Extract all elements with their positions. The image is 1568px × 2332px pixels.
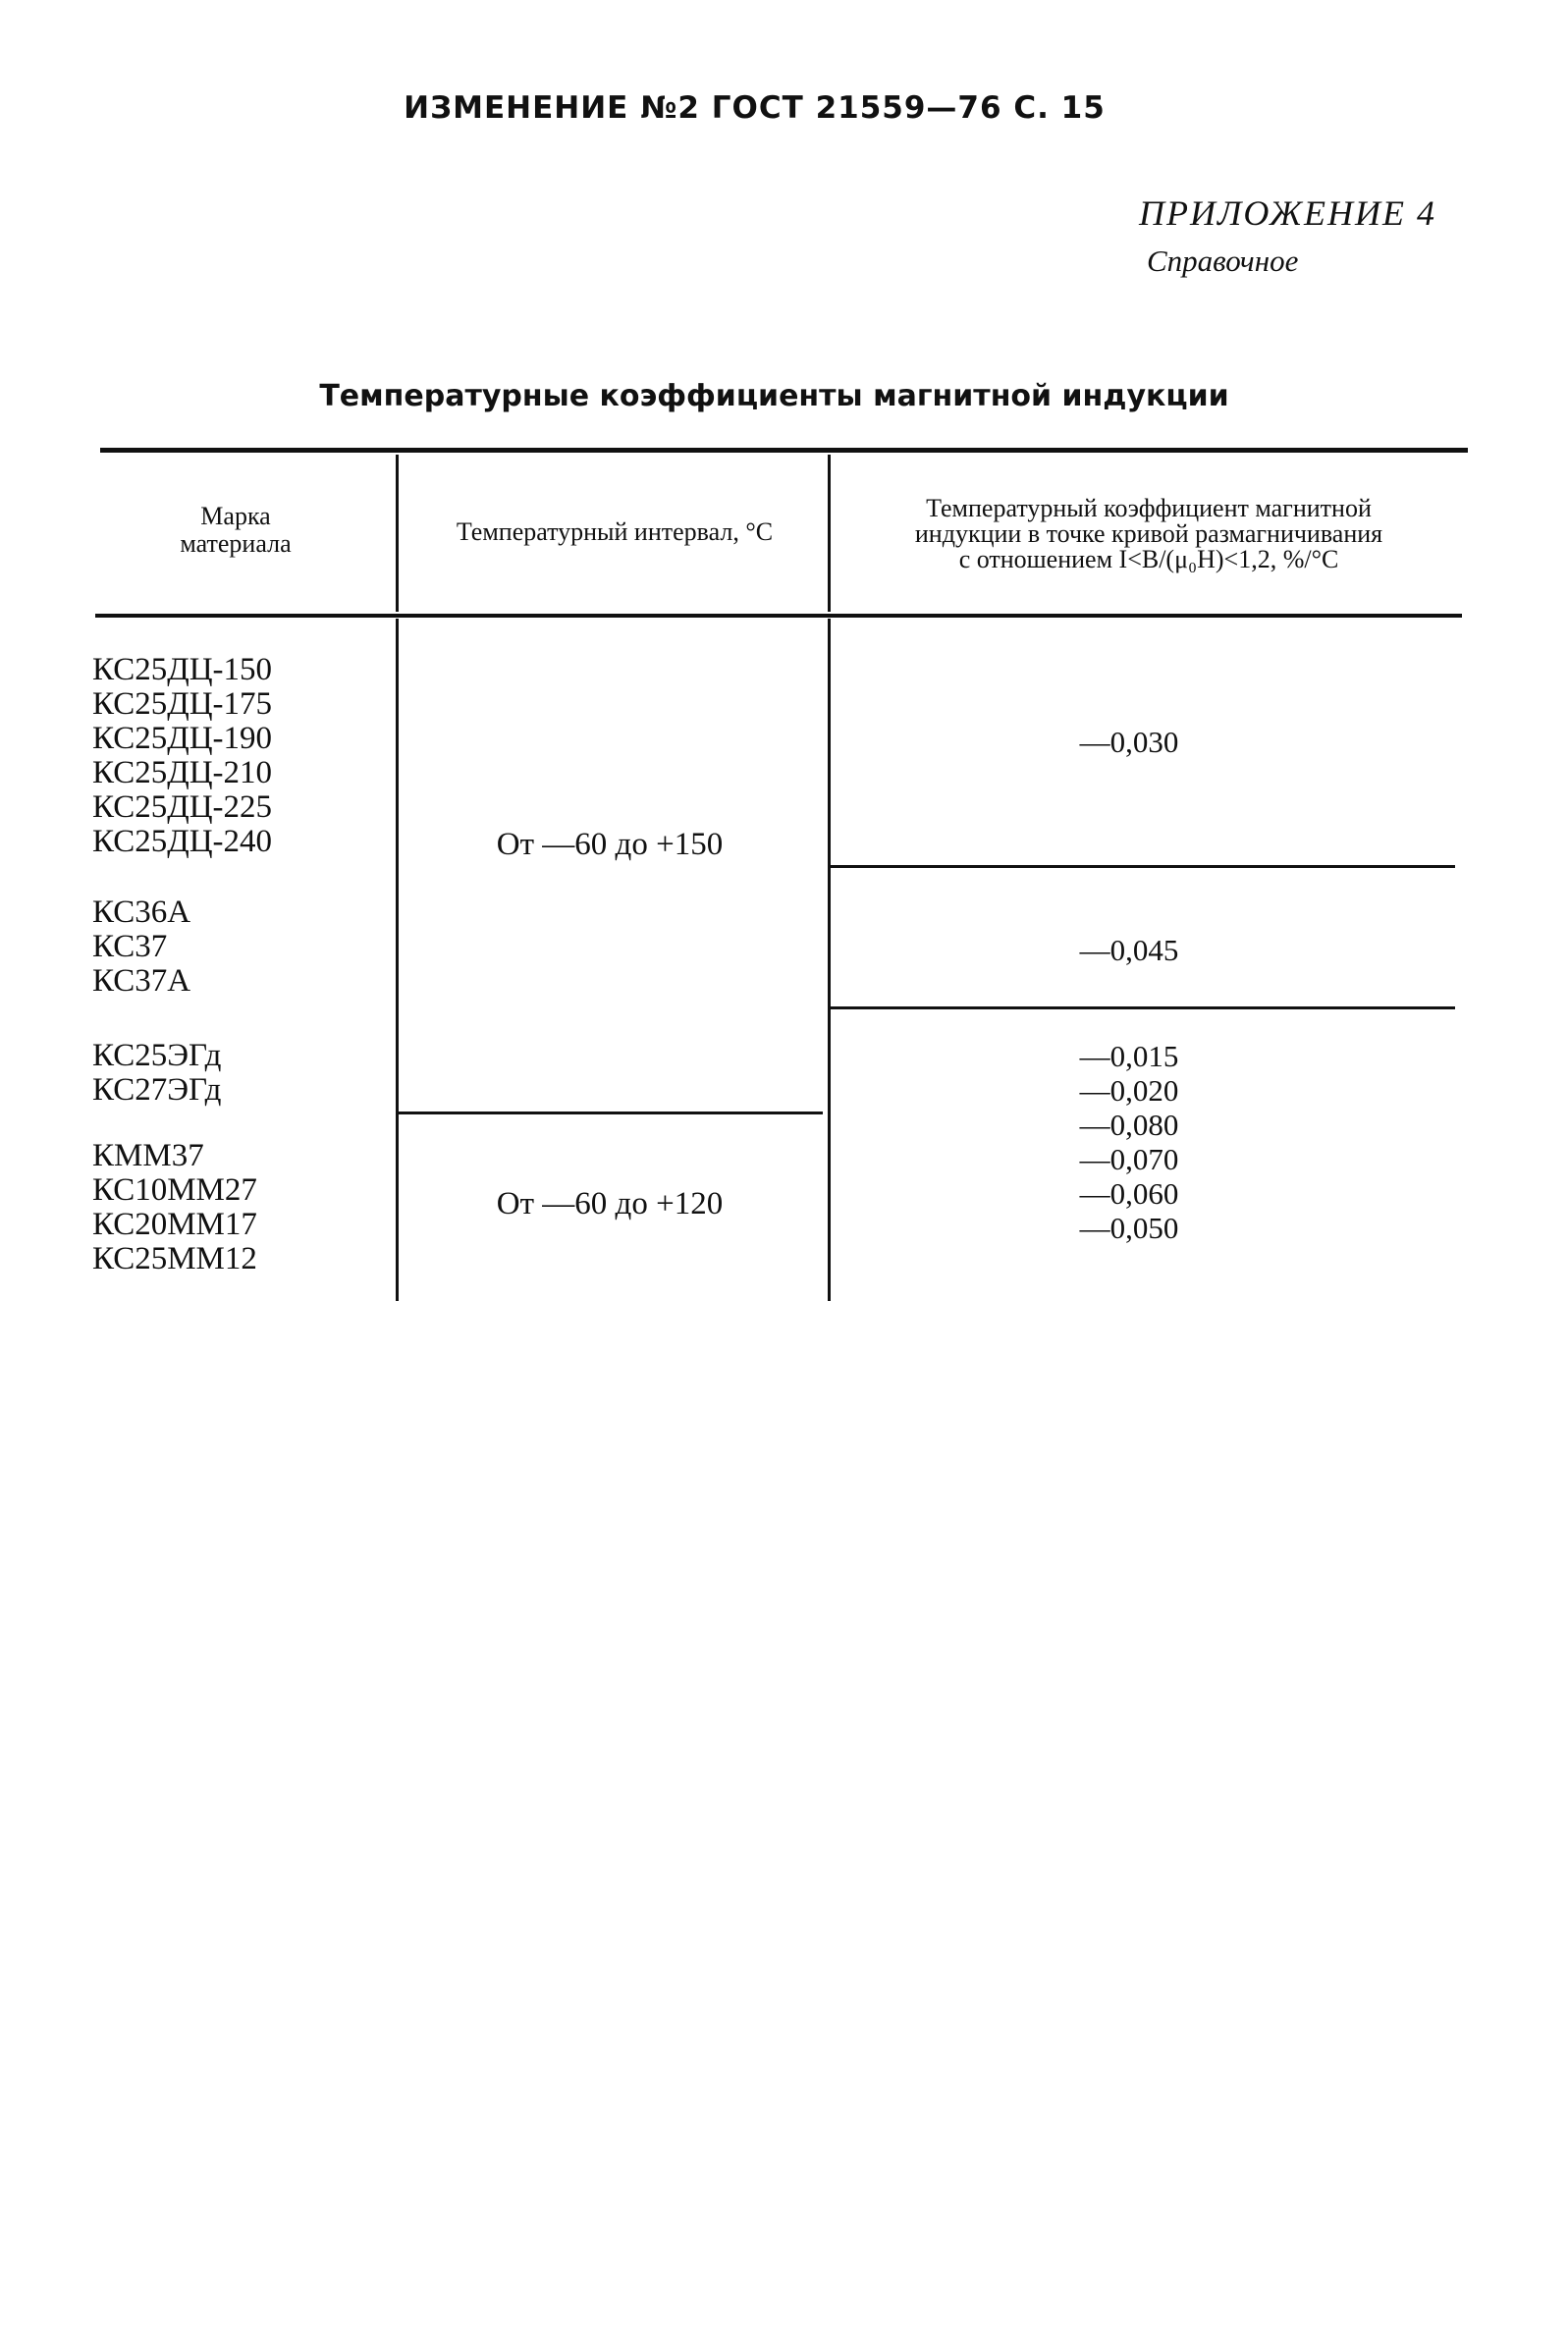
coefficient-group-3 bbox=[923, 1039, 1335, 1245]
col-divider-2-body bbox=[828, 619, 831, 1301]
appendix-sublabel: Справочное bbox=[1147, 244, 1299, 278]
material-group-2 bbox=[92, 895, 190, 999]
page-header: ИЗМЕНЕНИЕ №2 ГОСТ 21559—76 С. 15 bbox=[404, 90, 1106, 126]
material-item: КС25ЭГд bbox=[92, 1038, 222, 1073]
material-item: КС25ДЦ-190 bbox=[92, 721, 273, 756]
col-divider-1 bbox=[396, 455, 399, 612]
material-group-1 bbox=[92, 653, 272, 859]
material-item: КС37А bbox=[92, 963, 191, 999]
coefficient-value: —0,015 bbox=[1079, 1039, 1179, 1073]
coefficient-value: —0,080 bbox=[1079, 1108, 1179, 1142]
col-header-material: Марка материала bbox=[180, 502, 292, 558]
col-header-interval: Температурный интервал, °С bbox=[456, 517, 774, 546]
material-item: КС20ММ17 bbox=[92, 1207, 257, 1242]
material-item: КС37 bbox=[92, 929, 168, 964]
material-item: КС25ДЦ-150 bbox=[92, 652, 273, 687]
material-item: КС25ММ12 bbox=[92, 1241, 257, 1276]
material-group-4 bbox=[92, 1139, 257, 1276]
coefficient-value: —0,070 bbox=[1079, 1142, 1179, 1176]
material-group-3 bbox=[92, 1039, 221, 1108]
interval-1: От —60 до +150 bbox=[496, 827, 724, 862]
coef-rule-2 bbox=[831, 1006, 1455, 1009]
coef-rule-1 bbox=[831, 865, 1455, 868]
coefficient-group-2: —0,045 bbox=[1079, 933, 1179, 967]
coefficient-value: —0,050 bbox=[1079, 1211, 1179, 1245]
material-item: КС25ДЦ-225 bbox=[92, 789, 273, 825]
coefficient-group-1: —0,030 bbox=[1079, 725, 1179, 759]
coefficient-value: —0,060 bbox=[1079, 1176, 1179, 1211]
material-item: КММ37 bbox=[92, 1138, 204, 1173]
material-item: КС25ДЦ-175 bbox=[92, 686, 273, 722]
material-item: КС25ДЦ-240 bbox=[92, 824, 273, 859]
material-item: КС27ЭГд bbox=[92, 1072, 222, 1108]
header-bottom-rule bbox=[95, 614, 1462, 618]
material-item: КС10ММ27 bbox=[92, 1172, 257, 1208]
table-title: Температурные коэффициенты магнитной индукции bbox=[319, 379, 1229, 413]
coefficient-value: —0,020 bbox=[1079, 1073, 1179, 1108]
appendix-label: ПРИЛОЖЕНИЕ 4 bbox=[1139, 193, 1436, 233]
table-top-rule bbox=[100, 448, 1468, 453]
material-item: КС36А bbox=[92, 895, 191, 930]
interval-rule bbox=[399, 1112, 823, 1114]
col-header-coefficient: Температурный коэффициент магнитной индукции в точке кривой размагничивания с отношением I<B/(μ₀H)<1,2, %/°С bbox=[914, 494, 1383, 573]
interval-2: От —60 до +120 bbox=[496, 1186, 724, 1221]
col-divider-2 bbox=[828, 455, 831, 612]
material-item: КС25ДЦ-210 bbox=[92, 755, 273, 790]
